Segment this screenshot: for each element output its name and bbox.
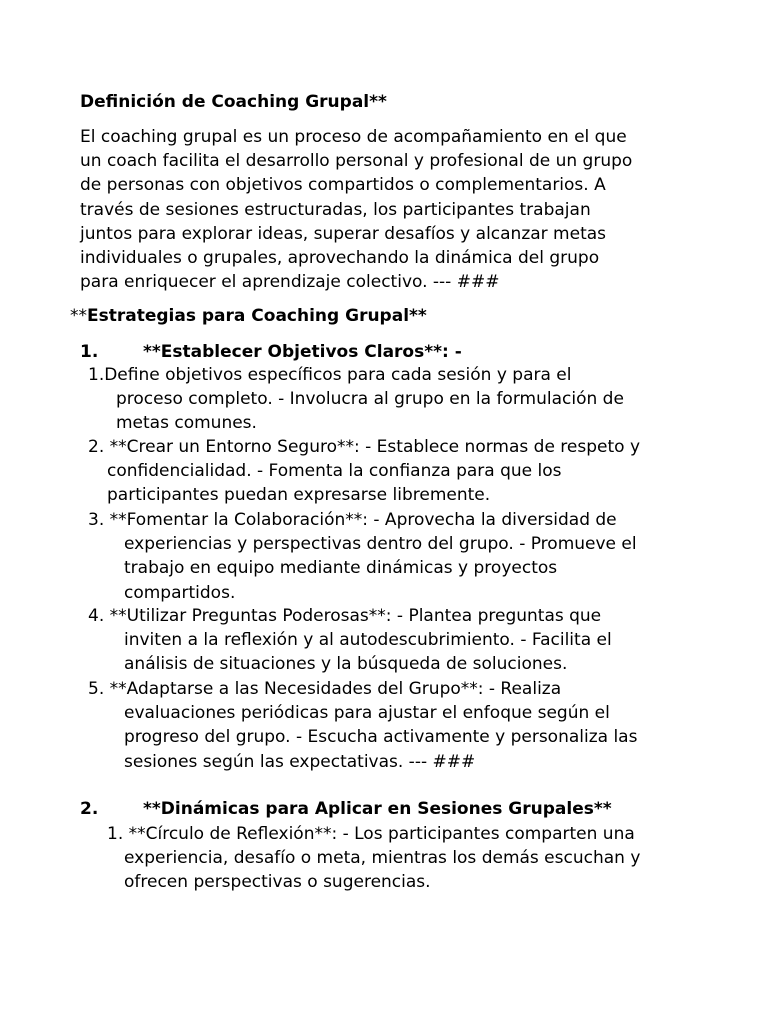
list-item-line: sesiones según las expectativas. --- ### [124,751,476,772]
intro-line: través de sesiones estructuradas, los participantes trabajan [80,199,591,220]
list-item-line: 1. **Círculo de Reflexión**: - Los participantes comparten una [107,824,635,844]
list-item [0,677,637,774]
main-list-label: **Establecer Objetivos Claros**: - [143,342,462,362]
list-item [0,604,612,677]
list-item-line: 3. **Fomentar la Colaboración**: - Aprovecha la diversidad de [88,510,617,530]
section-heading-prefix: ** [70,306,87,326]
list-item-line: experiencias y perspectivas dentro del grupo. - Promueve el [124,534,637,555]
intro-line: para enriquecer el aprendizaje colectivo. --- ### [80,272,500,293]
main-list-number: 1. [80,342,99,362]
intro-line: de personas con objetivos compartidos o complementarios. A [80,175,606,196]
list-item-line: experiencia, desafío o meta, mientras los demás escuchan y [124,848,641,869]
list-item-line: ofrecen perspectivas o sugerencias. [124,872,431,893]
list-item-line: inviten a la reflexión y al autodescubrimiento. - Facilita el [124,630,612,651]
main-list-label: **Dinámicas para Aplicar en Sesiones Grupales** [143,799,612,819]
intro-paragraph [80,125,680,294]
document-title: Definición de Coaching Grupal** [80,92,387,112]
list-item-line: proceso completo. - Involucra al grupo en la formulación de [116,389,624,410]
list-item [0,508,637,605]
list-item [0,363,624,436]
list-item-line: 4. **Utilizar Preguntas Poderosas**: - Plantea preguntas que [88,606,602,626]
list-item-line: 2. **Crear un Entorno Seguro**: - Establece normas de respeto y [88,437,641,457]
list-item [0,435,640,508]
list-item-line: metas comunes. [116,413,257,434]
list-item-line: progreso del grupo. - Escucha activamente y personaliza las [124,727,638,748]
main-list-number: 2. [80,799,99,819]
intro-line: un coach facilita el desarrollo personal y profesional de un grupo [80,151,633,172]
list-item-line: 1.Define objetivos específicos para cada sesión y para el [88,365,572,385]
list-item-line: 5. **Adaptarse a las Necesidades del Grupo**: - Realiza [88,679,562,699]
list-item-line: compartidos. [124,582,236,603]
intro-line: individuales o grupales, aprovechando la dinámica del grupo [80,248,600,269]
list-item-line: evaluaciones periódicas para ajustar el enfoque según el [124,703,610,724]
main-list-item-2 [80,797,612,821]
list-item-line: participantes puedan expresarse libremente. [107,485,491,506]
list-item-line: análisis de situaciones y la búsqueda de soluciones. [124,654,568,675]
intro-line: juntos para explorar ideas, superar desafíos y alcanzar metas [80,223,607,244]
section-heading [70,304,427,328]
intro-line: El coaching grupal es un proceso de acompañamiento en el que [80,127,627,147]
section-heading-label: Estrategias para Coaching Grupal** [87,306,427,326]
list-item-line: trabajo en equipo mediante dinámicas y proyectos [124,558,558,579]
list-item [0,822,640,895]
main-list-item-1 [80,340,462,364]
list-item-line: confidencialidad. - Fomenta la confianza para que los [107,461,562,482]
